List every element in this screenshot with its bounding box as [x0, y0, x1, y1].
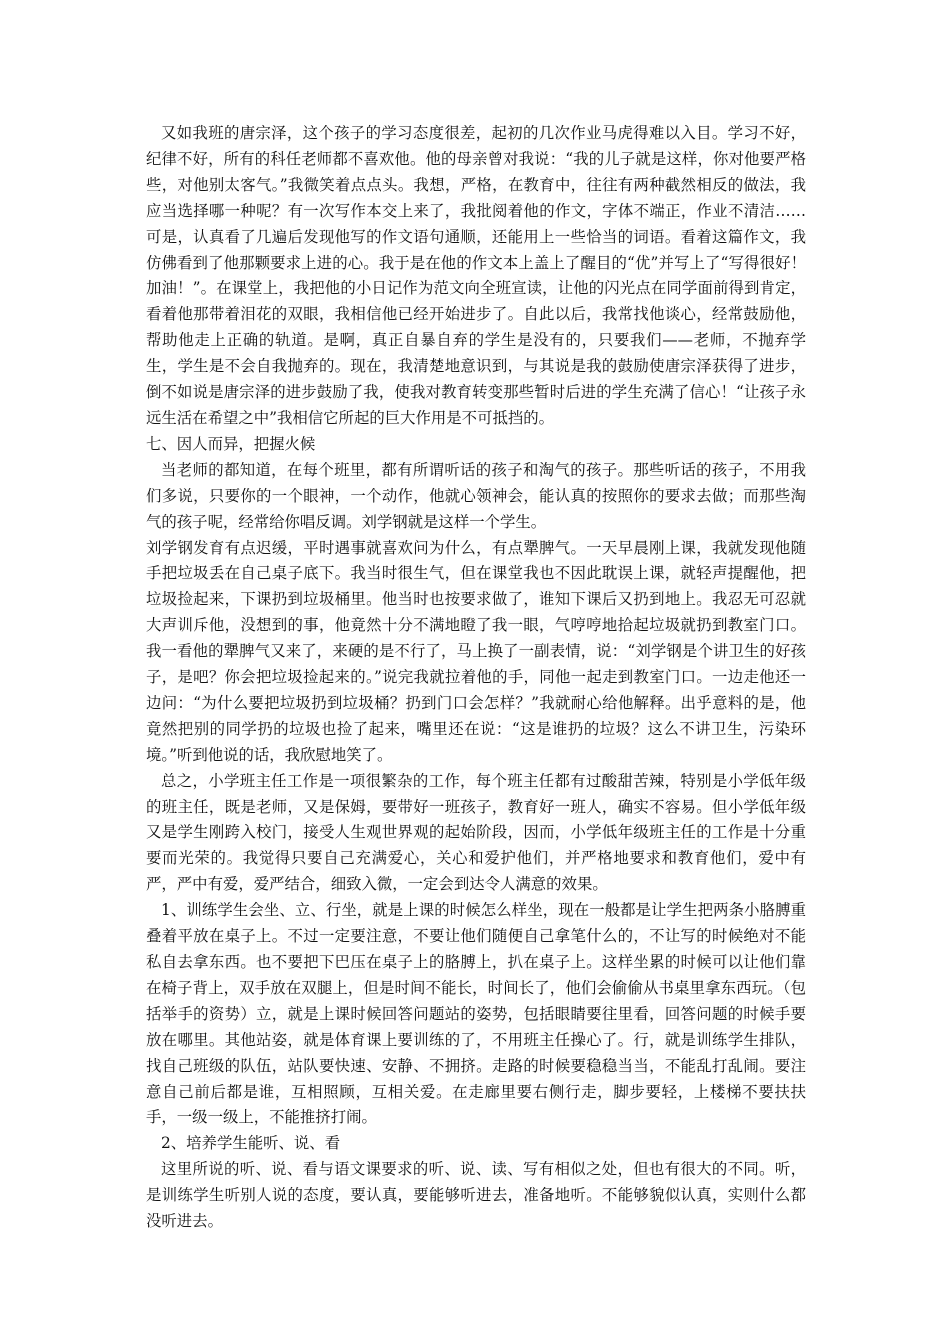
- paragraph-liu-xuegang: 刘学钢发育有点迟缓，平时遇事就喜欢问为什么，有点犟脾气。一天早晨刚上课，我就发现他随手把垃圾丢在自己桌子底下。我当时很生气，但在课堂我也不因此耽误上课，就轻声提醒他，把垃圾捡起来，下课扔到垃圾桶里。他当时也按要求做了，谁知下课后又扔到地上。我忍无可忍就大声训斥他，没想到的事，他竟然十分不满地瞪了我一眼，气哼哼地拾起垃圾就扔到教室门口。我一看他的犟脾气又来了，来硬的是不行了，马上换了一副表情，说：“刘学钢是个讲卫生的好孩子，是吧？你会把垃圾捡起来的。”说完我就拉着他的手，同他一起走到教室门口。一边走他还一边问：“为什么要把垃圾扔到垃圾桶？扔到门口会怎样？”我就耐心给他解释。出乎意料的是，他竟然把别的同学扔的垃圾也捡了起来，嘴里还在说：“这是谁扔的垃圾？这么不讲卫生，污染环境。”听到他说的话，我欣慰地笑了。: [146, 538, 806, 764]
- document-page: [146, 121, 806, 1235]
- paragraph-summary: 总之，小学班主任工作是一项很繁杂的工作，每个班主任都有过酸甜苦辣，特别是小学低年级的班主任，既是老师，又是保姆，要带好一班孩子，教育好一班人，确实不容易。但小学低年级又是学生刚跨入校门，接受人生观世界观的起始阶段，因而，小学低年级班主任的工作是十分重要而光荣的。我觉得只要自己充满爱心，关心和爱护他们，并严格地要求和教育他们，爱中有严，严中有爱，爱严结合，细致入微，一定会到达令人满意的效果。: [146, 771, 806, 894]
- section-heading-2: 2、培养学生能听、说、看: [161, 1134, 341, 1153]
- section-heading-7: 七、因人而异，把握火候: [146, 434, 316, 453]
- paragraph-tang-zongze: 又如我班的唐宗泽，这个孩子的学习态度很差，起初的几次作业马虎得难以入目。学习不好，纪律不好，所有的科任老师都不喜欢他。他的母亲曾对我说：“我的儿子就是这样，你对他要严格些，对他别太客气。”我微笑着点点头。我想，严格，在教育中，往往有两种截然相反的做法，我应当选择哪一种呢？有一次写作本交上来了，我批阅着他的作文，字体不端正，作业不清洁……可是，认真看了几遍后发现他写的作文语句通顺，还能用上一些恰当的词语。看着这篇作文，我仿佛看到了他那颗要求上进的心。我于是在他的作文本上盖上了醒目的“优”并写上了“写得很好！加油！”。在课堂上，我把他的小日记作为范文向全班宣读，让他的闪光点在同学面前得到肯定，看着他那带着泪花的双眼，我相信他已经开始进步了。自此以后，我常找他谈心，经常鼓励他，帮助他走上正确的轨道。是啊，真正自暴自弃的学生是没有的，只要我们——老师，不抛弃学生，学生是不会自我抛弃的。现在，我清楚地意识到，与其说是我的鼓励使唐宗泽获得了进步，倒不如说是唐宗泽的进步鼓励了我，使我对教育转变那些暂时后进的学生充满了信心！“让孩子永远生活在希望之中”我相信它所起的巨大作用是不可抵挡的。: [146, 124, 806, 427]
- paragraph-sit-stand-walk: 1、训练学生会坐、立、行坐，就是上课的时候怎么样坐，现在一般都是让学生把两条小胳膊重叠着平放在桌子上。不过一定要注意，不要让他们随便自己拿笔什么的，不让写的时候绝对不能私自去拿东西。也不要把下巴压在桌子上的胳膊上，扒在桌子上。这样坐累的时候可以让他们靠在椅子背上，双手放在双腿上，但是时间不能长，时间长了，他们会偷偷从书桌里拿东西玩。（包括举手的资势）立，就是上课时候回答问题站的姿势，包括眼睛要往里看，回答问题的时候手要放在哪里。其他站姿，就是体育课上要训练的了，不用班主任操心了。行，就是训练学生排队，找自己班级的队伍，站队要快速、安静、不拥挤。走路的时候要稳稳当当，不能乱打乱闹。要注意自己前后都是谁，互相照顾，互相关爱。在走廊里要右侧行走，脚步要轻，上楼梯不要扶扶手，一级一级上，不能推挤打闹。: [146, 901, 806, 1127]
- paragraph-listen-speak-look: 这里所说的听、说、看与语文课要求的听、说、读、写有相似之处，但也有很大的不同。听，是训练学生听别人说的态度，要认真，要能够听进去，准备地听。不能够貌似认真，实则什么都没听进去。: [146, 1160, 806, 1231]
- paragraph-obedient-naughty: 当老师的都知道，在每个班里，都有所谓听话的孩子和淘气的孩子。那些听话的孩子，不用我们多说，只要你的一个眼神，一个动作，他就心领神会，能认真的按照你的要求去做；而那些淘气的孩子呢，经常给你唱反调。刘学钢就是这样一个学生。: [146, 460, 806, 531]
